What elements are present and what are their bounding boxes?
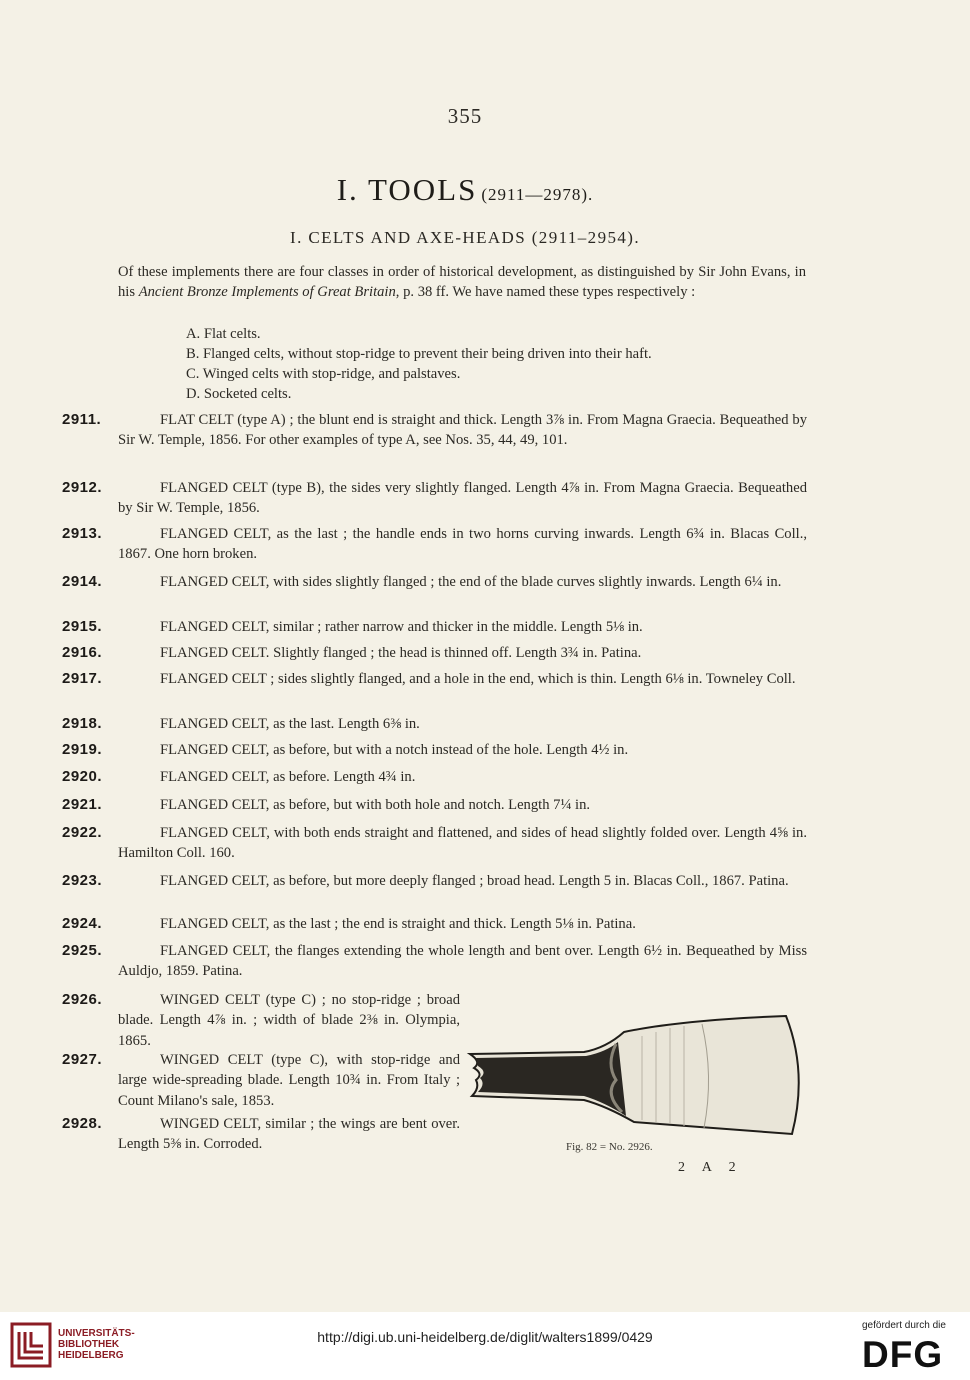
viewer-footer [0, 1312, 970, 1380]
entry-number: 2927. [62, 1051, 103, 1068]
section-range: (2911—2978). [481, 185, 594, 204]
entry-number: 2928. [62, 1115, 103, 1132]
intro-text-before: Of these implements there are four classes in order of historical development, as distinguished by Sir John Evans, in his [118, 264, 806, 301]
entry-number: 2924. [62, 915, 103, 932]
entry-text: FLANGED CELT, as the last. Length 6⅜ in. [160, 716, 420, 732]
entry-text: WINGED CELT (type C) ; no stop-ridge ; broad blade. Length 4⅞ in. ; width of blade 2⅜ in. Olympia, 1865. [118, 992, 460, 1049]
entry-number: 2922. [62, 824, 103, 841]
catalogue-entry [62, 572, 807, 592]
entry-text: FLAT CELT (type A) ; the blunt end is straight and thick. Length 3⅞ in. From Magna Graecia. Bequeathed by Sir W. Temple, 1856. For other examples of type A, see Nos. 35, 44, 49, 101. [118, 412, 807, 449]
section-title: I. TOOLS [336, 172, 478, 207]
entry-number: 2914. [62, 573, 103, 590]
catalogue-entry [62, 524, 807, 565]
catalogue-entry [62, 1050, 460, 1111]
catalogue-entry [62, 714, 807, 734]
entry-number: 2913. [62, 525, 103, 542]
catalogue-entry [62, 871, 807, 891]
catalogue-entry [62, 767, 807, 787]
entry-number: 2918. [62, 715, 103, 732]
entry-number: 2912. [62, 479, 103, 496]
library-name-line: BIBLIOTHEK [58, 1339, 120, 1350]
entry-number: 2921. [62, 796, 103, 813]
entry-text: FLANGED CELT, with sides slightly flanged ; the end of the blade curves slightly inwards. Length 6¼ in. [160, 574, 782, 590]
catalogue-entry [62, 478, 807, 519]
entry-text: WINGED CELT, similar ; the wings are bent over. Length 5⅜ in. Corroded. [118, 1116, 460, 1153]
catalogue-entry [62, 617, 807, 637]
section-heading [0, 172, 930, 208]
entry-text: FLANGED CELT, as the last ; the handle ends in two horns curving inwards. Length 6¾ in. Blacas Coll., 1867. One horn broken. [118, 526, 807, 563]
entry-number: 2911. [62, 411, 102, 428]
entry-text: FLANGED CELT, with both ends straight and flattened, and sides of head slightly folded over. Length 4⅝ in. Hamilton Coll. 160. [118, 825, 807, 862]
book-title: Ancient Bronze Implements of Great Britain [138, 284, 396, 301]
funding-note: gefördert durch die [862, 1320, 946, 1331]
entry-text: FLANGED CELT, as before. Length 4¾ in. [160, 769, 416, 785]
catalogue-entry [62, 823, 807, 864]
signature-mark: 2 A 2 [678, 1160, 743, 1175]
entry-number: 2915. [62, 618, 103, 635]
entry-text: FLANGED CELT. Slightly flanged ; the head is thinned off. Length 3¾ in. Patina. [160, 645, 642, 661]
catalogue-entry [62, 941, 807, 982]
winged-celt-illustration [466, 1012, 811, 1138]
entry-text: FLANGED CELT, as the last ; the end is straight and thick. Length 5⅛ in. Patina. [160, 916, 636, 932]
entry-number: 2916. [62, 644, 103, 661]
entry-number: 2925. [62, 942, 103, 959]
catalogue-entry [62, 410, 807, 451]
catalogue-entry [62, 643, 807, 663]
entry-number: 2920. [62, 768, 103, 785]
catalogue-entry [62, 1114, 460, 1155]
class-item-c: C. Winged celts with stop-ridge, and palstaves. [186, 366, 461, 382]
entry-number: 2926. [62, 991, 103, 1008]
entry-text: FLANGED CELT, similar ; rather narrow and thicker in the middle. Length 5⅛ in. [160, 619, 643, 635]
permalink-url[interactable]: http://digi.ub.uni-heidelberg.de/diglit/walters1899/0429 [317, 1329, 653, 1345]
library-name-line: UNIVERSITÄTS- [58, 1328, 135, 1339]
page-number: 355 [447, 104, 483, 128]
dfg-logo[interactable]: DFG [862, 1334, 944, 1375]
entry-text: FLANGED CELT (type B), the sides very slightly flanged. Length 4⅞ in. From Magna Graecia. Bequeathed by Sir W. Temple, 1856. [118, 480, 807, 517]
entry-number: 2917. [62, 670, 103, 687]
figure-caption: Fig. 82 = No. 2926. [566, 1141, 653, 1153]
entry-text: FLANGED CELT, as before, but with both hole and notch. Length 7¼ in. [160, 797, 591, 813]
entry-number: 2923. [62, 872, 103, 889]
class-item-d: D. Socketed celts. [186, 386, 292, 402]
entry-text: FLANGED CELT, the flanges extending the whole length and bent over. Length 6½ in. Bequeathed by Miss Auldjo, 1859. Patina. [118, 943, 807, 980]
catalogue-entry [62, 914, 807, 934]
catalogue-entry [62, 990, 460, 1051]
entry-text: FLANGED CELT ; sides slightly flanged, and a hole in the end, which is thin. Length 6⅛ in. Towneley Coll. [160, 671, 796, 687]
intro-text-after: , p. 38 ff. We have named these types respectively : [395, 284, 696, 301]
class-item-a: A. Flat celts. [186, 326, 261, 342]
class-item-b: B. Flanged celts, without stop-ridge to prevent their being driven into their haft. [186, 346, 652, 362]
catalogue-entry [62, 669, 807, 689]
entry-number: 2919. [62, 741, 103, 758]
catalogue-entry [62, 795, 807, 815]
library-name-line: HEIDELBERG [58, 1350, 124, 1361]
catalogue-entry [62, 740, 807, 760]
subsection-heading: I. CELTS AND AXE-HEADS (2911–2954). [290, 228, 640, 247]
entry-text: FLANGED CELT, as before, but more deeply flanged ; broad head. Length 5 in. Blacas Coll., 1867. Patina. [160, 873, 789, 889]
entry-text: FLANGED CELT, as before, but with a notch instead of the hole. Length 4½ in. [160, 742, 629, 758]
entry-text: WINGED CELT (type C), with stop-ridge and large wide-spreading blade. Length 10¾ in. From Italy ; Count Milano's sale, 1853. [118, 1052, 460, 1109]
intro-paragraph [118, 262, 806, 303]
university-library-logo[interactable] [10, 1320, 52, 1370]
